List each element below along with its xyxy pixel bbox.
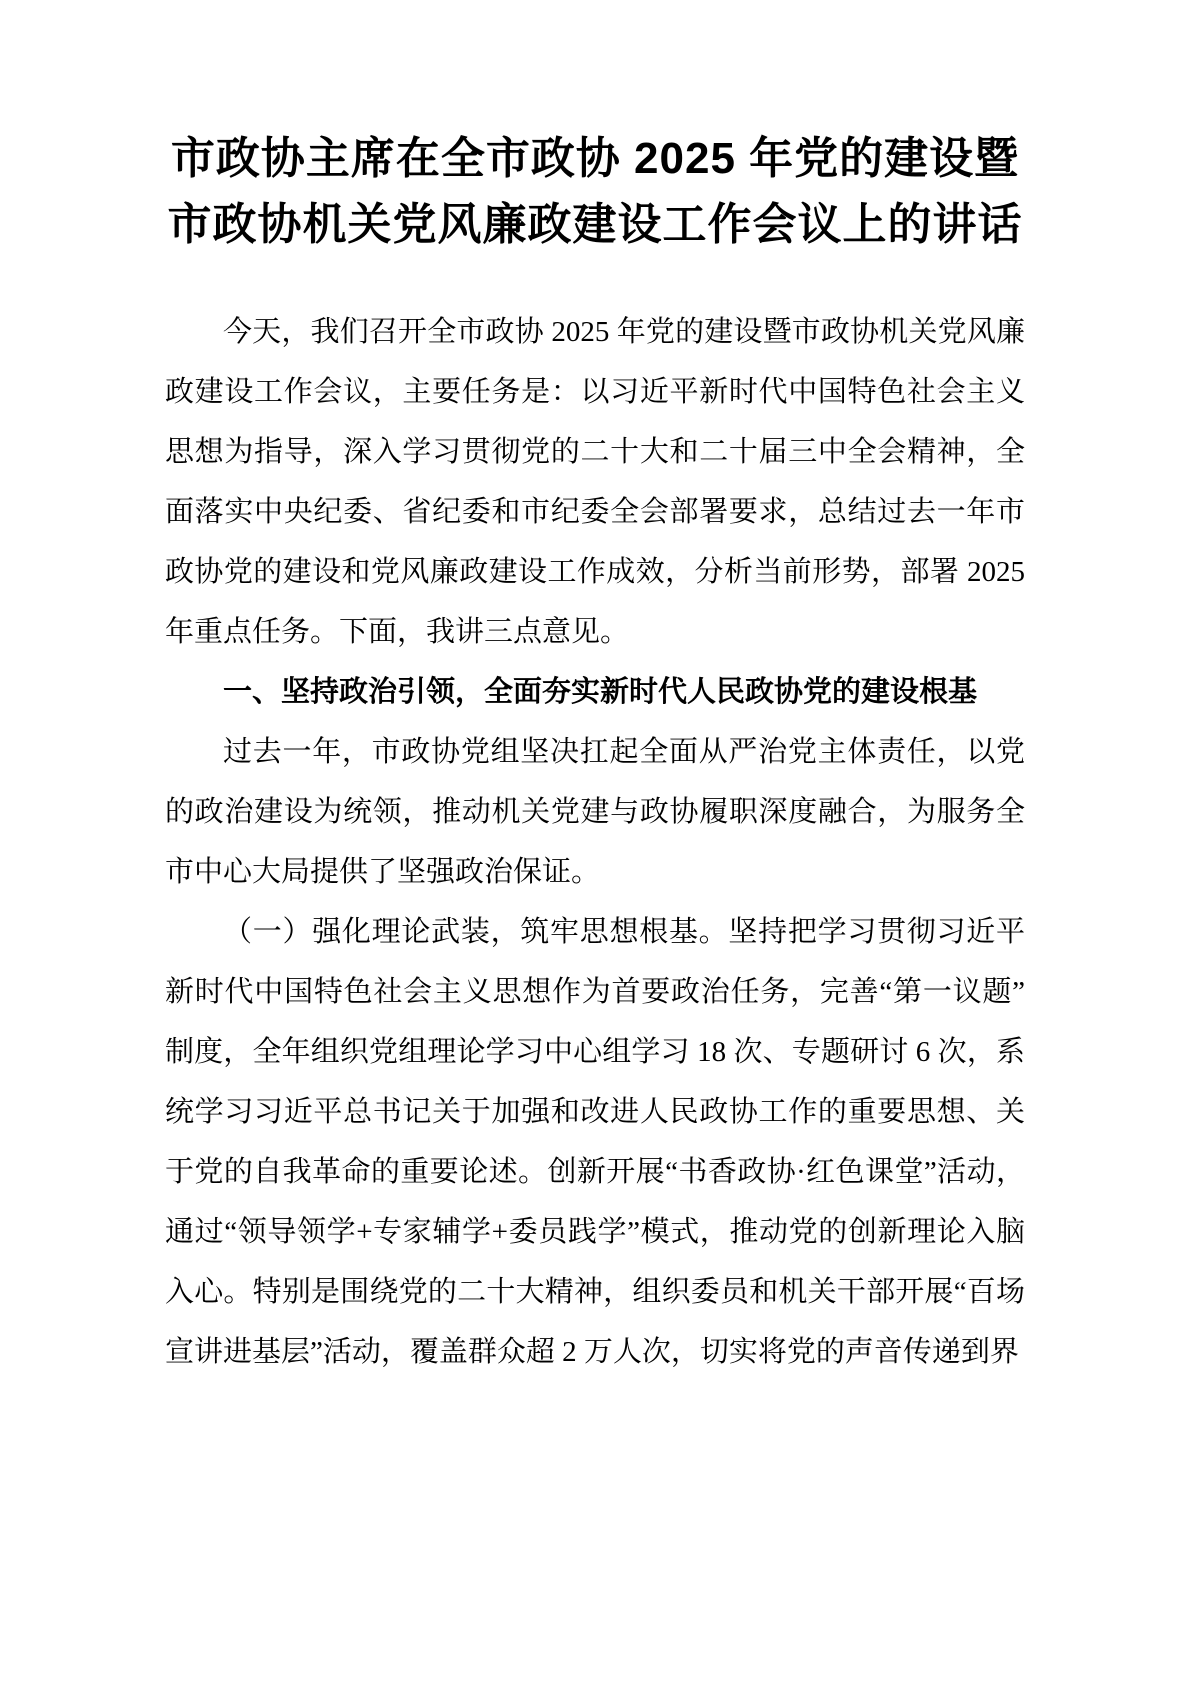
paragraph-intro: 今天，我们召开全市政协 2025 年党的建设暨市政协机关党风廉政建设工作会议，主要任务是：以习近平新时代中国特色社会主义思想为指导，深入学习贯彻党的二十大和二十届三中全会精神，全面落实中央纪委、省纪委和市纪委全会部署要求，总结过去一年市政协党的建设和党风廉政建设工作成效，分析当前形势，部署 2025 年重点任务。下面，我讲三点意见。 (165, 316, 1025, 648)
section-heading-1: 一、坚持政治引领，全面夯实新时代人民政协党的建设根基 (223, 676, 978, 708)
document-title: 市政协主席在全市政协 2025 年党的建设暨市政协机关党风廉政建设工作会议上的讲话 (167, 134, 1023, 249)
paragraph-subsection-1-1: （一）强化理论武装，筑牢思想根基。坚持把学习贯彻习近平新时代中国特色社会主义思想作为首要政治任务，完善“第一议题”制度，全年组织党组理论学习中心组学习 18 次、专题研讨 6 次，系统学习习近平总书记关于加强和改进人民政协工作的重要思想、关于党的自我革命的重要论述。创新开展“书香政协·红色课堂”活动，通过“领导领学+专家辅学+委员践学”模式，推动党的创新理论入脑入心。特别是围绕党的二十大精神，组织委员和机关干部开展“百场宣讲进基层”活动，覆盖群众超 2 万人次，切实将党的声音传递到界 (165, 916, 1025, 1368)
paragraph-section1-summary: 过去一年，市政协党组坚决扛起全面从严治党主体责任，以党的政治建设为统领，推动机关党建与政协履职深度融合，为服务全市中心大局提供了坚强政治保证。 (165, 736, 1025, 888)
document-body (165, 302, 1025, 1382)
